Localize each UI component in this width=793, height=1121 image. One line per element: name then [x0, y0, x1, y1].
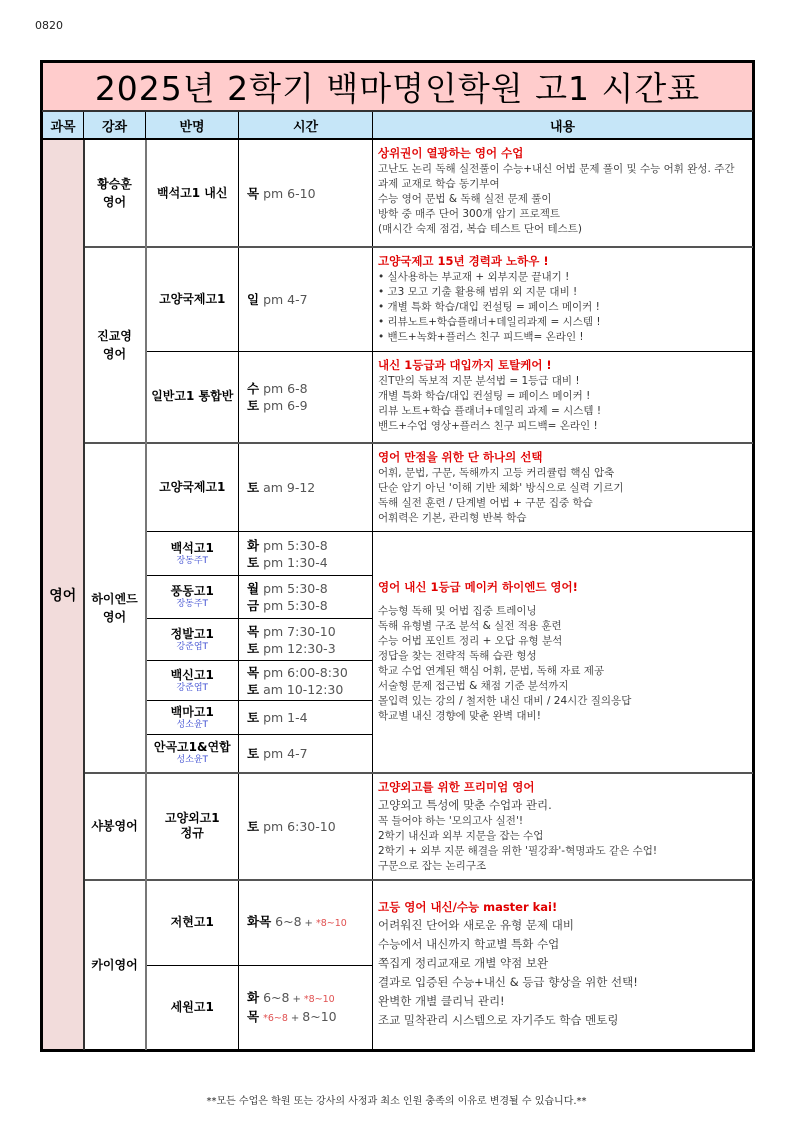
table-row: [43, 139, 753, 247]
teacher-tag: 강준엽T: [176, 641, 209, 652]
time-value: pm 4-7: [263, 291, 308, 307]
plus-sign: +: [290, 1012, 300, 1024]
day-label: 일: [247, 291, 260, 307]
content-headline: 영어 내신 1등급 메이커 하이엔드 영어!: [378, 580, 578, 595]
teacher-subject: 영어: [102, 609, 127, 624]
time-value: 6~8: [263, 989, 290, 1005]
content-line: 수능형 독해 및 어법 집중 트레이닝: [378, 605, 537, 618]
day-label: 목: [247, 664, 260, 680]
class-cell: [146, 773, 239, 880]
content-line: 개별 특화 학습/대입 컨설팅 = 페이스 메이커 !: [378, 389, 591, 402]
day-label: 토: [247, 681, 260, 697]
footer-notice: **모든 수업은 학원 또는 강사의 사정과 최소 인원 충족의 이유로 변경될 수 있습니다.**: [206, 1096, 587, 1107]
teacher-name: 진교영: [97, 329, 132, 343]
class-cell: [146, 619, 239, 661]
time-cell: [239, 661, 373, 701]
time-cell: [239, 735, 373, 773]
content-bullet: • 밴드+녹화+플러스 친구 피드백= 온라인 !: [378, 330, 746, 345]
day-label: 토: [247, 745, 260, 761]
time-cell: [239, 773, 373, 880]
content-line: 결과로 입증된 수능+내신 & 등급 향상을 위한 선택!: [378, 975, 638, 990]
day-label: 수: [247, 380, 260, 396]
class-name: 정발고1: [170, 626, 214, 641]
class-name: 백석고1: [170, 540, 214, 555]
day-label: 목: [247, 1008, 260, 1024]
table-row: [43, 443, 753, 532]
time-value: 8~10: [302, 1008, 337, 1024]
time-value: 6~8: [275, 914, 302, 930]
content-line: 쪽집게 정리교재로 개별 약점 보완: [378, 956, 549, 971]
content-line: 어휘, 문법, 구문, 독해까지 고등 커리큘럼 핵심 압축: [378, 467, 615, 479]
day-label: 금: [247, 598, 260, 613]
header-time: 시간: [239, 111, 373, 139]
content-line: 수능 어법 포인트 정리 + 오답 유형 분석: [378, 635, 563, 648]
time-value: pm 6:00-8:30: [263, 664, 348, 680]
class-cell: 저현고1: [146, 880, 239, 966]
time-value: pm 5:30-8: [263, 581, 328, 596]
content-line: 어려워진 단어와 새로운 유형 문제 대비: [378, 918, 575, 933]
content-line: 몰입력 있는 강의 / 철저한 내신 대비 / 24시간 질의응답: [378, 695, 632, 708]
time-value: pm 6-10: [263, 185, 316, 201]
class-cell: [146, 576, 239, 619]
content-headline: 고양외고를 위한 프리미엄 영어: [378, 779, 535, 794]
table-row: [43, 351, 753, 443]
day-label: 월: [247, 581, 260, 596]
time-cell: [239, 532, 373, 576]
header-subject: 과목: [43, 111, 84, 139]
content-line: 구문으로 잡는 논리구조: [378, 859, 487, 872]
content-line: 리뷰 노트+학습 플래너+데일리 과제 = 시스템 !: [378, 404, 602, 417]
day-label: 목: [247, 623, 260, 639]
extra-time: *8~10: [315, 918, 347, 930]
content-headline: 상위권이 열광하는 영어 수업: [378, 146, 524, 160]
time-cell: [239, 443, 373, 532]
time-value: pm 5:30-8: [263, 537, 328, 553]
day-label: 목: [247, 185, 260, 201]
class-cell: [146, 735, 239, 773]
class-cell: 고양국제고1: [146, 443, 239, 532]
page-title: 2025년 2학기 백마명인학원 고1 시간표: [43, 63, 753, 112]
content-line: 진T만의 독보적 지문 분석법 = 1등급 대비 !: [378, 374, 580, 387]
time-value: pm 6-8: [263, 380, 308, 396]
time-value: pm 1:30-4: [263, 554, 328, 570]
class-cell: 세원고1: [146, 966, 239, 1050]
day-label: 토: [247, 640, 260, 656]
teacher-cell: 카이영어: [84, 880, 146, 1050]
class-cell: [146, 701, 239, 735]
content-line: 독해 유형별 구조 분석 & 실전 적용 훈련: [378, 620, 562, 633]
content-line: 고난도 논리 독해 실전풀이 수능+내신 어법 문제 풀이 및 수능 어휘 완성. 주간 과제 교재로 학습 동기부여: [378, 163, 735, 190]
day-label: 토: [247, 480, 260, 495]
teacher-tag: 장동주T: [176, 599, 209, 609]
table-header-row: [43, 111, 753, 139]
day-label: 토: [247, 710, 260, 725]
plus-sign: +: [304, 918, 313, 930]
time-value: pm 12:30-3: [263, 640, 336, 656]
content-line: (매시간 숙제 점검, 복습 테스트 단어 테스트): [378, 223, 582, 235]
content-line: 방학 중 매주 단어 300개 암기 프로젝트: [378, 208, 561, 220]
header-teacher: 강좌: [84, 111, 146, 139]
subject-cell: 영어: [43, 139, 84, 1050]
teacher-cell: [84, 247, 146, 443]
teacher-tag: 성소윤T: [176, 719, 209, 730]
time-value: pm 6-9: [263, 397, 308, 413]
teacher-cell: [84, 443, 146, 773]
teacher-tag: 장동주T: [176, 555, 209, 566]
day-label: 토: [247, 818, 260, 834]
day-label: 화: [247, 989, 260, 1005]
class-cell: [146, 661, 239, 701]
time-cell: [239, 351, 373, 443]
header-class: 반명: [146, 111, 239, 139]
content-line: 고양외고 특성에 맞춘 수업과 관리.: [378, 797, 552, 812]
class-name: 백신고1: [170, 667, 214, 682]
class-cell: 일반고1 통합반: [146, 351, 239, 443]
time-cell: [239, 139, 373, 247]
content-cell: [373, 443, 753, 532]
teacher-subject: 영어: [102, 195, 127, 209]
time-value: pm 1-4: [263, 710, 308, 725]
content-cell: [373, 532, 753, 773]
time-cell: [239, 880, 373, 966]
time-cell: [239, 576, 373, 619]
class-cell: 백석고1 내신: [146, 139, 239, 247]
content-bullet: • 실사용하는 부교재 + 외부지문 끝내기 !: [378, 270, 746, 285]
time-cell: [239, 247, 373, 351]
content-line: 수능 영어 문법 & 독해 실전 문제 풀이: [378, 193, 552, 205]
content-line: 밴드+수업 영상+플러스 친구 피드백= 온라인 !: [378, 419, 598, 432]
class-name: 고양외고1: [164, 811, 220, 825]
class-type: 정규: [180, 826, 204, 840]
extra-time: *8~10: [303, 993, 335, 1005]
plus-sign: +: [292, 993, 301, 1005]
teacher-cell: 샤봉영어: [84, 773, 146, 880]
content-cell: [373, 351, 753, 443]
content-cell: [373, 139, 753, 247]
teacher-cell: [84, 139, 146, 247]
content-cell: [373, 247, 753, 351]
content-line: 학교 수업 연계된 핵심 어휘, 문법, 독해 자료 제공: [378, 665, 605, 678]
table-row: [43, 773, 753, 880]
content-line: 학교별 내신 경향에 맞춘 완벽 대비!: [378, 710, 541, 723]
content-line: 정답을 찾는 전략적 독해 습관 형성: [378, 650, 537, 663]
header-content: 내용: [373, 111, 753, 139]
time-value: am 9-12: [263, 480, 316, 495]
content-line: 독해 실전 훈련 / 단계별 어법 + 구문 집중 학습: [378, 497, 593, 509]
time-value: am 10-12:30: [263, 681, 344, 697]
class-cell: [146, 532, 239, 576]
time-value: pm 7:30-10: [263, 623, 336, 639]
class-name: 백마고1: [170, 704, 214, 719]
time-value: pm 4-7: [263, 745, 308, 761]
class-name: 안곡고1&연합: [153, 740, 231, 755]
content-cell: [373, 773, 753, 880]
day-label: 토: [247, 554, 260, 570]
content-line: 2학기 + 외부 지문 해결을 위한 '필강좌'-혁명과도 같은 수업!: [378, 844, 658, 857]
content-headline: 고등 영어 내신/수능 master kai!: [378, 900, 558, 915]
content-bullet: • 개별 특화 학습/대입 컨설팅 = 페이스 메이커 !: [378, 300, 746, 315]
content-bullet: • 고3 모고 기출 활용해 범위 외 지문 대비 !: [378, 285, 746, 300]
content-line: 어휘력은 기본, 관리형 반복 학습: [378, 512, 527, 524]
content-headline: 내신 1등급과 대입까지 토탈케어 !: [378, 357, 552, 372]
teacher-name: 하이엔드: [91, 591, 138, 606]
teacher-tag: 강준엽T: [176, 682, 209, 693]
class-name: 풍동고1: [170, 584, 214, 598]
content-headline: 영어 만점을 위한 단 하나의 선택: [378, 450, 543, 464]
day-label: 화목: [247, 914, 272, 930]
content-headline: 고양국제고 15년 경력과 노하우 !: [378, 254, 549, 268]
content-line: 2학기 내신과 외부 지문을 잡는 수업: [378, 829, 544, 842]
time-value: pm 5:30-8: [263, 598, 328, 613]
content-line: 완벽한 개별 클리닉 관리!: [378, 994, 505, 1009]
class-cell: 고양국제고1: [146, 247, 239, 351]
timetable: [40, 60, 755, 1052]
content-bullet: • 리뷰노트+학습플래너+데일리과제 = 시스템 !: [378, 315, 746, 330]
time-value: pm 6:30-10: [263, 818, 336, 834]
content-line: 수능에서 내신까지 학교별 특화 수업: [378, 937, 560, 952]
table-row: [43, 880, 753, 966]
time-cell: [239, 619, 373, 661]
time-cell: [239, 701, 373, 735]
day-label: 토: [247, 397, 260, 413]
teacher-subject: 영어: [102, 347, 127, 361]
time-cell: [239, 966, 373, 1050]
content-line: 조교 밀착관리 시스템으로 자기주도 학습 멘토링: [378, 1013, 619, 1028]
content-cell: [373, 880, 753, 1050]
content-line: 단순 암기 아닌 '이해 기반 체화' 방식으로 실력 기르기: [378, 482, 624, 494]
content-line: 서술형 문제 접근법 & 채점 기준 분석까지: [378, 680, 569, 693]
day-label: 화: [247, 537, 260, 553]
table-row: [43, 247, 753, 351]
teacher-tag: 성소윤T: [176, 755, 209, 766]
extra-time: *6~8: [263, 1012, 288, 1024]
content-line: 꼭 들어야 하는 '모의고사 실전'!: [378, 814, 524, 827]
document-code: 0820: [35, 19, 63, 32]
teacher-name: 황승훈: [97, 177, 132, 191]
table-row: [43, 532, 753, 576]
